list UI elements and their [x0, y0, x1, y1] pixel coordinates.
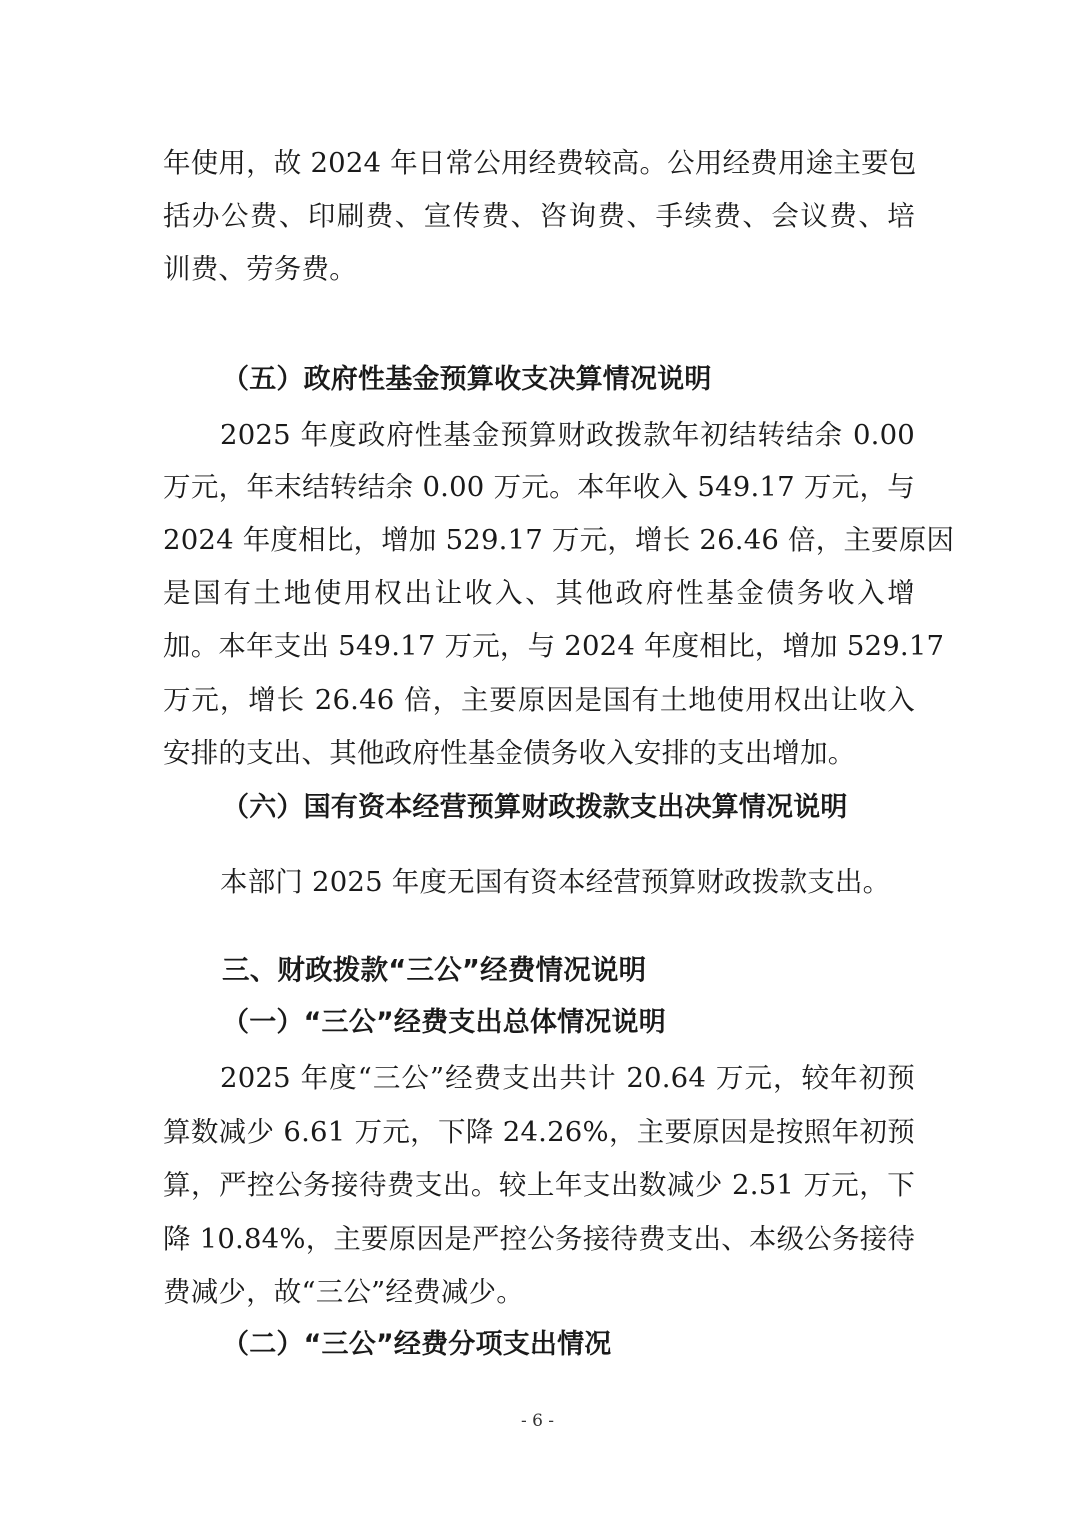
- paragraph-line: 费减少，故“三公”经费减少。: [163, 1276, 524, 1308]
- section-heading-1: （一）“三公”经费支出总体情况说明: [222, 1007, 666, 1038]
- paragraph-line: 算数减少 6.61 万元，下降 24.26%，主要原因是按照年初预: [163, 1116, 915, 1148]
- paragraph-line: 加。本年支出 549.17 万元，与 2024 年度相比，增加 529.17: [163, 630, 945, 662]
- paragraph-line: 2024 年度相比，增加 529.17 万元，增长 26.46 倍，主要原因: [163, 524, 955, 556]
- paragraph-line: 括办公费、印刷费、宣传费、咨询费、手续费、会议费、培: [163, 200, 915, 232]
- section-heading-6: （六）国有资本经营预算财政拨款支出决算情况说明: [222, 792, 848, 823]
- paragraph-line: 2025 年度“三公”经费支出共计 20.64 万元，较年初预: [220, 1062, 915, 1094]
- paragraph-line: 训费、劳务费。: [163, 253, 357, 285]
- paragraph-line: 年使用，故 2024 年日常公用经费较高。公用经费用途主要包: [163, 147, 917, 179]
- paragraph-line: 算，严控公务接待费支出。较上年支出数减少 2.51 万元，下: [163, 1169, 915, 1201]
- paragraph-line: 安排的支出、其他政府性基金债务收入安排的支出增加。: [163, 737, 856, 769]
- paragraph-line: 2025 年度政府性基金预算财政拨款年初结转结余 0.00: [220, 419, 915, 451]
- paragraph-line: 万元，年末结转结余 0.00 万元。本年收入 549.17 万元，与: [163, 471, 915, 503]
- chapter-heading-3: 三、财政拨款“三公”经费情况说明: [222, 954, 647, 986]
- paragraph-line: 万元，增长 26.46 倍，主要原因是国有土地使用权出让收入: [163, 684, 915, 716]
- paragraph-line: 是国有土地使用权出让收入、其他政府性基金债务收入增: [163, 577, 915, 609]
- paragraph-line: 降 10.84%，主要原因是严控公务接待费支出、本级公务接待: [163, 1223, 916, 1255]
- page-number: - 6 -: [520, 1411, 555, 1431]
- section-heading-5: （五）政府性基金预算收支决算情况说明: [222, 364, 712, 395]
- paragraph-line: 本部门 2025 年度无国有资本经营预算财政拨款支出。: [220, 866, 891, 898]
- section-heading-2: （二）“三公”经费分项支出情况: [222, 1329, 612, 1360]
